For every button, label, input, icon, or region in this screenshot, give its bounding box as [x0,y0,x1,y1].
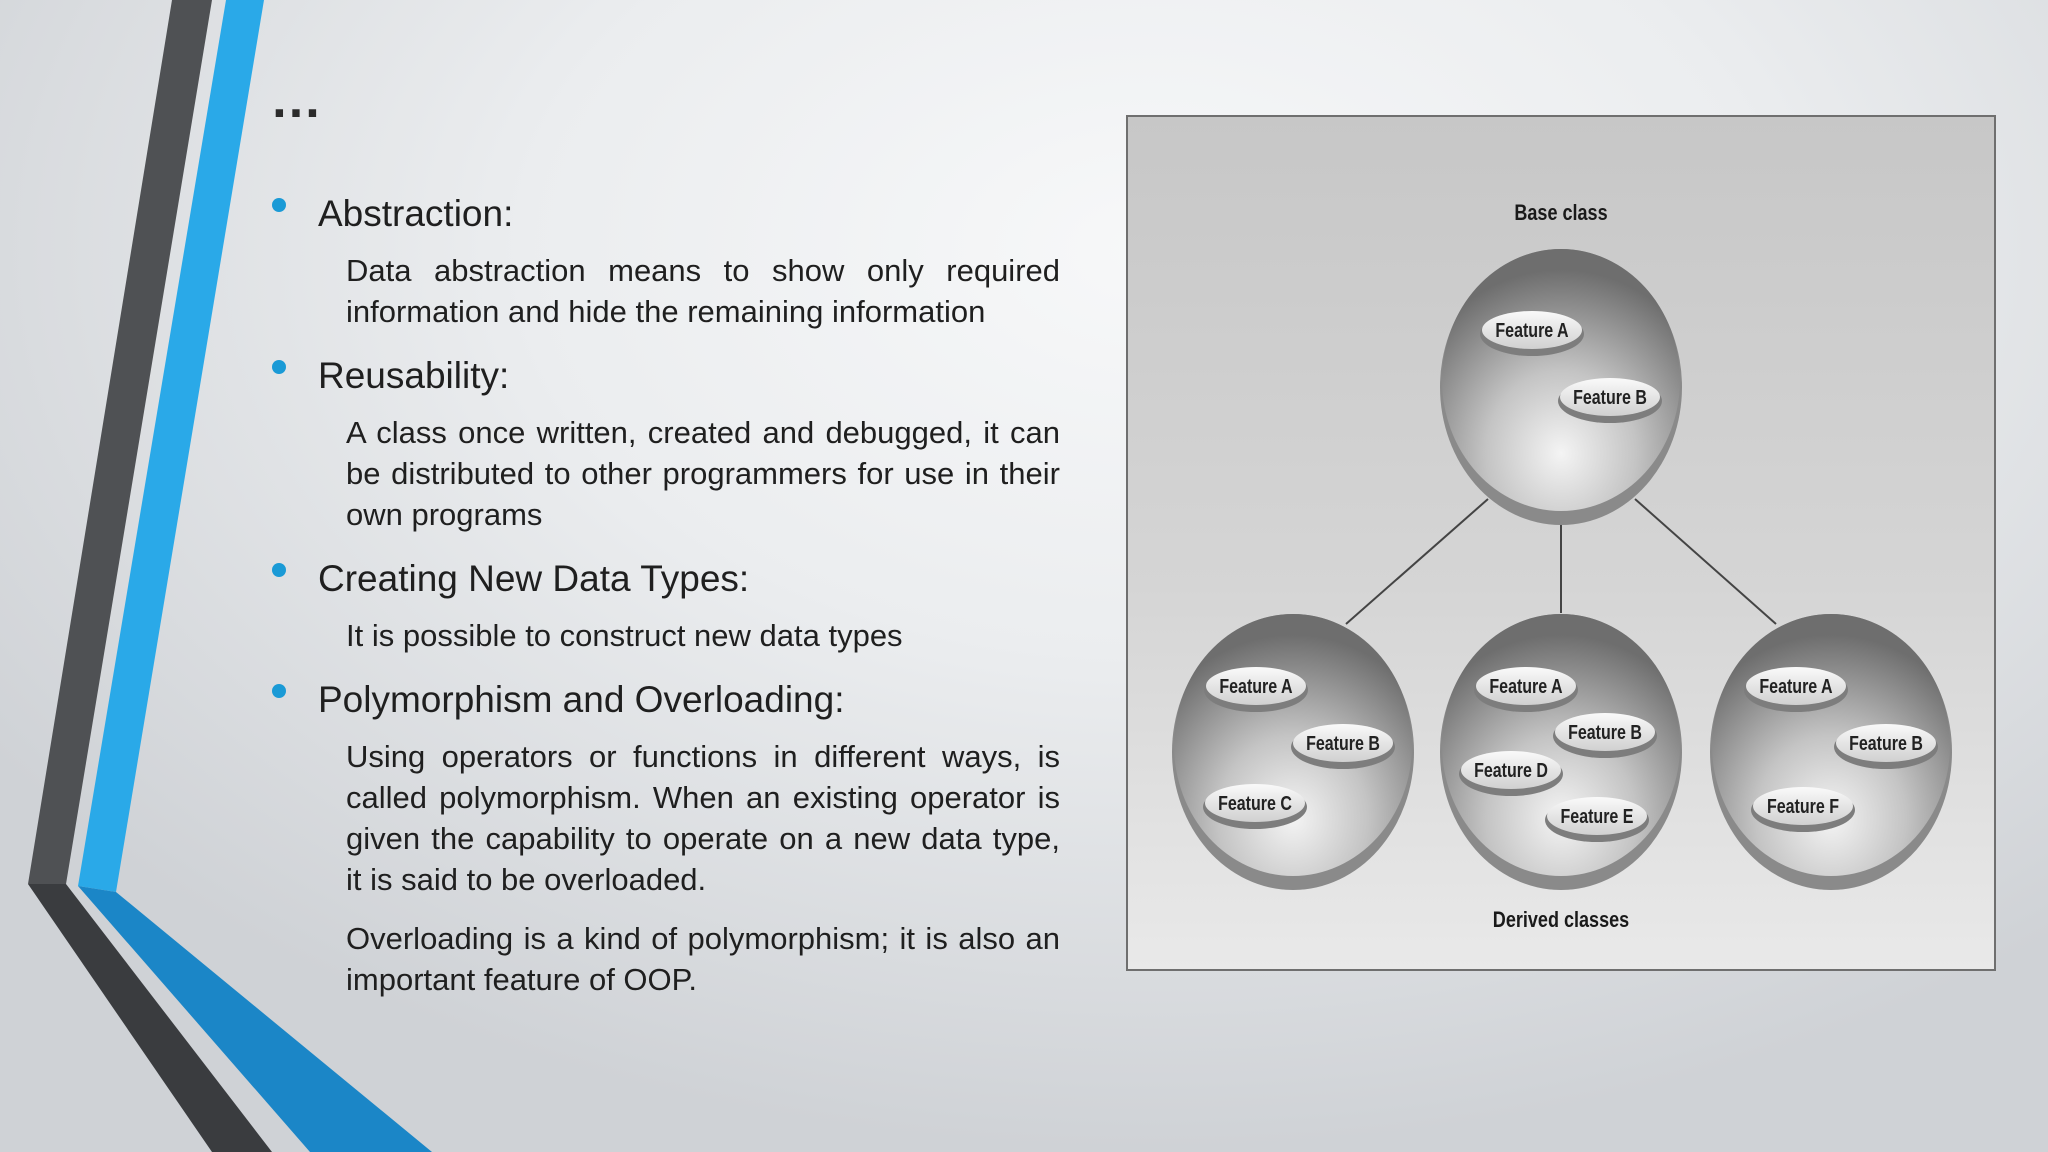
svg-text:Feature A: Feature A [1489,675,1563,698]
topic-heading: Creating New Data Types: [318,558,750,599]
feature-pill [1558,378,1662,423]
topic-description: Data abstraction means to show only required information and hide the remaining information [346,253,1060,329]
feature-pill [1751,787,1855,832]
topic-new-data-types [270,553,1060,656]
feature-pill [1834,724,1938,769]
feature-pill [1545,797,1649,842]
topic-description: A class once written, created and debugged, it can be distributed to other programmers for use in their own programs [346,415,1060,532]
bullet-icon [272,360,286,374]
topic-heading: Polymorphism and Overloading: [318,679,845,720]
bullet-icon [272,198,286,212]
svg-text:Feature B: Feature B [1573,386,1647,409]
derived-class-node [1172,614,1414,890]
feature-pill [1204,667,1308,712]
svg-text:Feature A: Feature A [1219,675,1293,698]
svg-text:Feature B: Feature B [1568,721,1642,744]
topic-heading: Reusability: [318,355,510,396]
svg-text:Feature B: Feature B [1849,732,1923,755]
feature-pill [1203,784,1307,829]
connector-line [1635,499,1776,624]
topic-description: Using operators or functions in different ways, is called polymorphism. When an existing operator is given the capability to operate on a new data type, it is said to be overloaded. [346,739,1060,897]
topic-polymorphism [270,674,1060,1000]
topic-reusability [270,350,1060,535]
derived-class-node [1710,614,1952,890]
svg-text:Feature E: Feature E [1560,805,1634,828]
connector-line [1346,499,1488,624]
svg-text:Feature A: Feature A [1759,675,1833,698]
svg-text:Feature C: Feature C [1218,792,1292,815]
inheritance-diagram-svg [1128,117,1994,969]
feature-pill [1480,311,1584,356]
inheritance-diagram [1126,115,1996,971]
slide-title: … [270,71,326,129]
derived-class-node [1440,614,1682,890]
svg-text:Feature B: Feature B [1306,732,1380,755]
feature-pill [1474,667,1578,712]
feature-pill [1459,751,1563,796]
base-class-node [1440,249,1682,525]
topic-description: Overloading is a kind of polymorphism; it is also an important feature of OOP. [346,921,1060,997]
feature-pill [1553,713,1657,758]
topic-heading: Abstraction: [318,193,514,234]
svg-text:Feature F: Feature F [1766,795,1840,818]
bullet-icon [272,684,286,698]
feature-pill [1291,724,1395,769]
topic-abstraction [270,188,1060,332]
bullet-list [270,188,1060,1000]
base-class-label: Base class [1514,201,1608,226]
derived-classes-label: Derived classes [1492,908,1630,933]
svg-text:Feature A: Feature A [1495,319,1569,342]
topic-description: It is possible to construct new data types [346,618,903,653]
feature-pill [1744,667,1848,712]
bullet-icon [272,563,286,577]
svg-text:Feature D: Feature D [1474,759,1548,782]
